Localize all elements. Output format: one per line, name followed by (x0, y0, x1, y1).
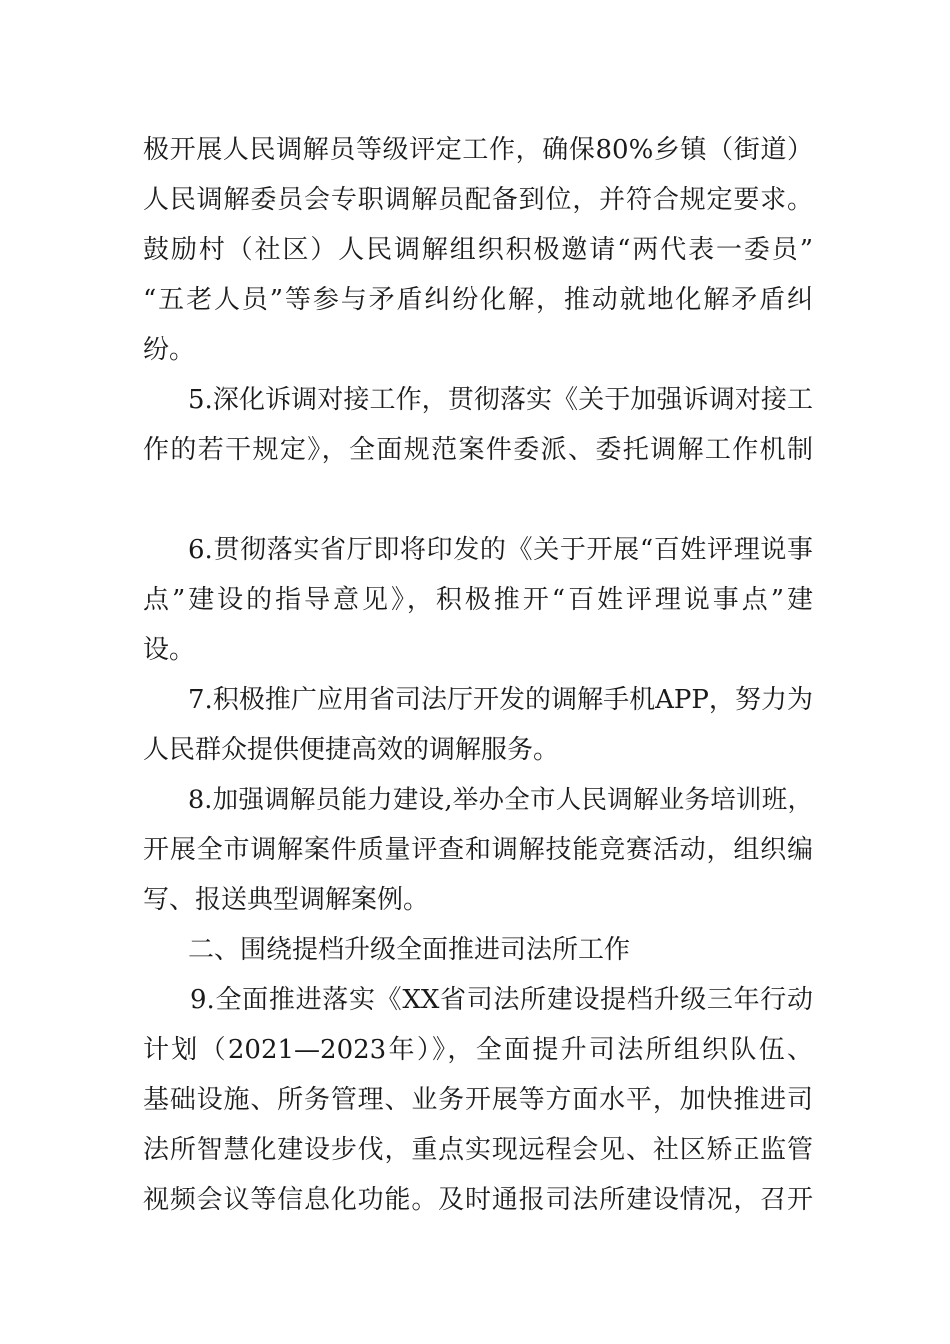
section-heading: 二、围绕提档升级全面推进司法所工作 (188, 935, 631, 965)
paragraph-line: 人民调解委员会专职调解员配备到位，并符合规定要求。 (143, 185, 813, 215)
paragraph-line: 5.深化诉调对接工作，贯彻落实《关于加强诉调对接工 (188, 385, 813, 415)
paragraph-line: 7.积极推广应用省司法厅开发的调解手机APP，努力为 (188, 685, 813, 715)
paragraph-line: 人民群众提供便捷高效的调解服务。 (143, 735, 560, 765)
paragraph-line: 基础设施、所务管理、业务开展等方面水平，加快推进司 (143, 1085, 813, 1115)
paragraph-line: 写、报送典型调解案例。 (143, 885, 430, 915)
paragraph-line: 纷。 (143, 335, 196, 365)
paragraph-line: 点”建设的指导意见》，积极推开“百姓评理说事点”建 (143, 585, 813, 615)
paragraph-line: 计划（2021—2023年）》，全面提升司法所组织队伍、 (143, 1035, 813, 1065)
paragraph-line: 6.贯彻落实省厅即将印发的《关于开展“百姓评理说事 (188, 535, 813, 565)
paragraph-line: 8.加强调解员能力建设,举办全市人民调解业务培训班， (188, 785, 813, 815)
paragraph-line: 鼓励村（社区）人民调解组织积极邀请“两代表一委员” (143, 235, 813, 265)
paragraph-line: “五老人员”等参与矛盾纠纷化解，推动就地化解矛盾纠 (143, 285, 813, 315)
paragraph-line: 视频会议等信息化功能。及时通报司法所建设情况，召开 (143, 1185, 813, 1215)
paragraph-line: 作的若干规定》，全面规范案件委派、委托调解工作机制 (143, 435, 813, 465)
paragraph-line: 设。 (143, 635, 196, 665)
paragraph-line: 9.全面推进落实《XX省司法所建设提档升级三年行动 (190, 985, 813, 1015)
paragraph-line: 法所智慧化建设步伐，重点实现远程会见、社区矫正监管 (143, 1135, 813, 1165)
paragraph-line: 极开展人民调解员等级评定工作，确保80%乡镇（街道） (143, 135, 813, 165)
paragraph-line: 开展全市调解案件质量评查和调解技能竞赛活动，组织编 (143, 835, 813, 865)
